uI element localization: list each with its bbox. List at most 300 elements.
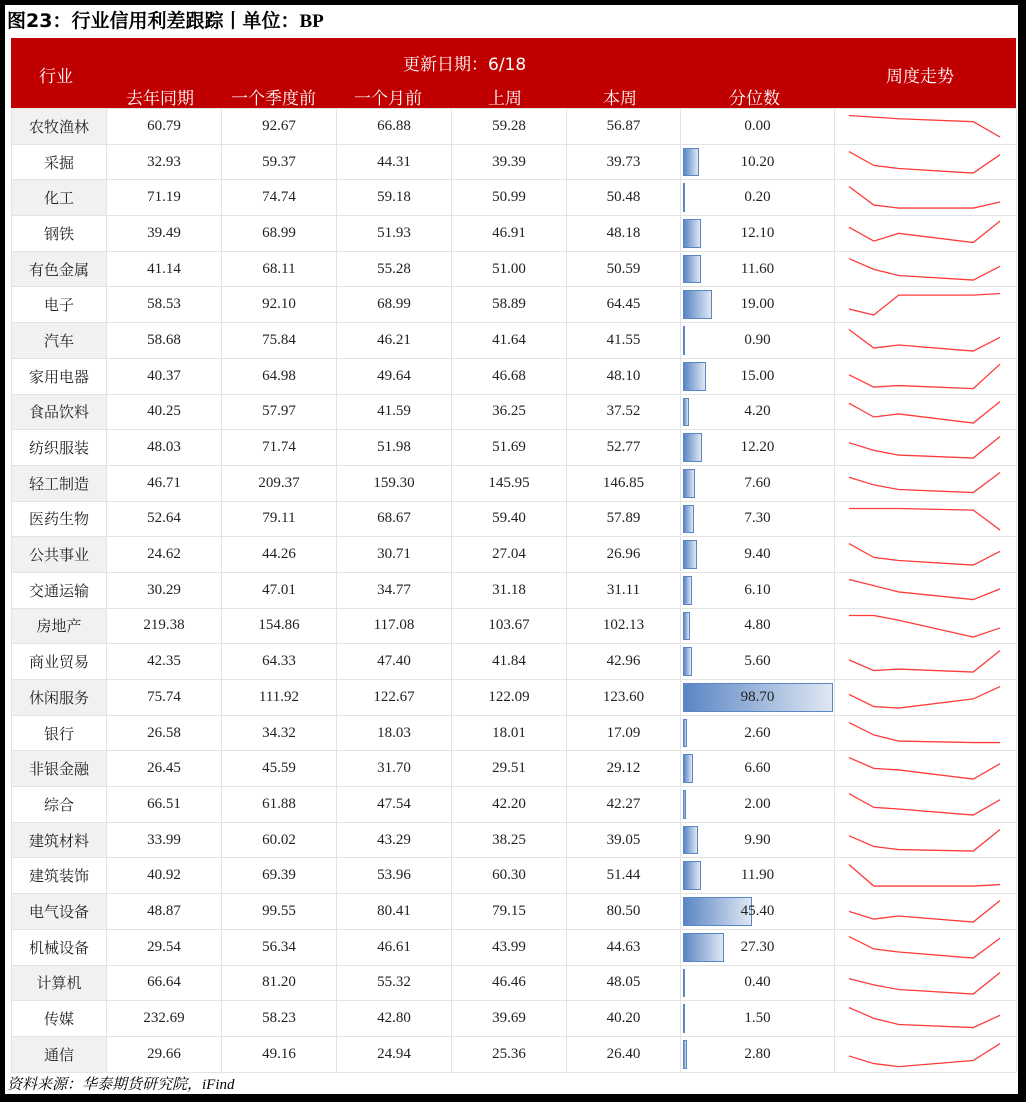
cell-percentile	[681, 251, 835, 287]
cell-sparkline	[835, 858, 1017, 894]
cell-sparkline	[835, 394, 1017, 430]
trend-sparkline-icon	[835, 430, 1016, 465]
percentile-value: 19.00	[740, 296, 775, 313]
percentile-data-bar	[683, 612, 690, 641]
cell-last-year: 58.53	[107, 287, 222, 323]
cell-last-week: 36.25	[452, 394, 567, 430]
cell-quarter-ago: 74.74	[222, 180, 337, 216]
cell-percentile	[681, 787, 835, 823]
cell-this-week: 37.52	[567, 394, 681, 430]
cell-percentile	[681, 394, 835, 430]
cell-quarter-ago: 75.84	[222, 323, 337, 359]
cell-percentile	[681, 929, 835, 965]
cell-last-week: 43.99	[452, 929, 567, 965]
percentile-data-bar	[683, 1004, 685, 1033]
industry-label: 钢铁	[12, 216, 107, 252]
table-row	[12, 929, 1017, 965]
cell-month-ago: 43.29	[337, 822, 452, 858]
cell-sparkline	[835, 1001, 1017, 1037]
cell-last-year: 58.68	[107, 323, 222, 359]
trend-sparkline-icon	[835, 466, 1016, 501]
industry-label: 化工	[12, 180, 107, 216]
percentile-value: 12.20	[740, 439, 775, 456]
percentile-data-bar	[683, 861, 701, 890]
percentile-value: 12.10	[740, 224, 775, 241]
cell-month-ago: 66.88	[337, 109, 452, 145]
cell-last-year: 219.38	[107, 608, 222, 644]
cell-last-week: 59.40	[452, 501, 567, 537]
trend-sparkline-icon	[835, 216, 1016, 251]
cell-last-year: 33.99	[107, 822, 222, 858]
industry-label: 家用电器	[12, 358, 107, 394]
cell-sparkline	[835, 323, 1017, 359]
percentile-value: 0.20	[744, 189, 771, 206]
cell-this-week: 48.10	[567, 358, 681, 394]
percentile-value: 98.70	[740, 688, 775, 705]
cell-percentile	[681, 537, 835, 573]
cell-month-ago: 68.99	[337, 287, 452, 323]
percentile-value: 11.90	[740, 867, 775, 884]
cell-quarter-ago: 58.23	[222, 1001, 337, 1037]
industry-label: 食品饮料	[12, 394, 107, 430]
table-row	[12, 251, 1017, 287]
cell-sparkline	[835, 287, 1017, 323]
industry-label: 交通运输	[12, 572, 107, 608]
cell-month-ago: 46.61	[337, 929, 452, 965]
cell-last-year: 39.49	[107, 216, 222, 252]
cell-last-year: 26.45	[107, 751, 222, 787]
cell-this-week: 146.85	[567, 465, 681, 501]
cell-this-week: 44.63	[567, 929, 681, 965]
cell-quarter-ago: 99.55	[222, 894, 337, 930]
cell-last-week: 46.91	[452, 216, 567, 252]
cell-percentile	[681, 572, 835, 608]
cell-month-ago: 49.64	[337, 358, 452, 394]
percentile-value: 2.80	[744, 1045, 771, 1062]
cell-quarter-ago: 61.88	[222, 787, 337, 823]
cell-month-ago: 34.77	[337, 572, 452, 608]
percentile-data-bar	[683, 148, 699, 177]
cell-month-ago: 59.18	[337, 180, 452, 216]
cell-month-ago: 159.30	[337, 465, 452, 501]
industry-label: 电气设备	[12, 894, 107, 930]
percentile-value: 9.40	[744, 546, 771, 563]
header-col-this-week: 本周	[603, 89, 637, 109]
cell-percentile	[681, 430, 835, 466]
industry-label: 电子	[12, 287, 107, 323]
industry-label: 非银金融	[12, 751, 107, 787]
cell-month-ago: 31.70	[337, 751, 452, 787]
cell-sparkline	[835, 929, 1017, 965]
percentile-value: 27.30	[740, 938, 775, 955]
cell-percentile	[681, 715, 835, 751]
cell-last-week: 39.39	[452, 144, 567, 180]
cell-quarter-ago: 92.67	[222, 109, 337, 145]
cell-percentile	[681, 608, 835, 644]
cell-percentile	[681, 1001, 835, 1037]
cell-last-year: 71.19	[107, 180, 222, 216]
percentile-value: 0.00	[744, 117, 771, 134]
trend-sparkline-icon	[835, 502, 1016, 537]
cell-this-week: 56.87	[567, 109, 681, 145]
cell-month-ago: 55.32	[337, 965, 452, 1001]
header-weekly-trend: 周度走势	[886, 67, 954, 87]
percentile-data-bar	[683, 719, 687, 748]
percentile-value: 2.60	[744, 724, 771, 741]
cell-percentile	[681, 109, 835, 145]
figure-frame	[5, 5, 1018, 1094]
cell-last-week: 38.25	[452, 822, 567, 858]
percentile-data-bar	[683, 505, 694, 534]
trend-sparkline-icon	[835, 1001, 1016, 1036]
percentile-data-bar	[683, 183, 685, 212]
trend-sparkline-icon	[835, 287, 1016, 322]
cell-last-week: 79.15	[452, 894, 567, 930]
cell-last-year: 40.37	[107, 358, 222, 394]
table-row	[12, 572, 1017, 608]
percentile-data-bar	[683, 933, 724, 962]
industry-label: 农牧渔林	[12, 109, 107, 145]
trend-sparkline-icon	[835, 573, 1016, 608]
table-row	[12, 644, 1017, 680]
industry-label: 通信	[12, 1036, 107, 1072]
table-row	[12, 216, 1017, 252]
table-row	[12, 358, 1017, 394]
cell-quarter-ago: 81.20	[222, 965, 337, 1001]
cell-last-week: 58.89	[452, 287, 567, 323]
cell-quarter-ago: 59.37	[222, 144, 337, 180]
cell-last-week: 50.99	[452, 180, 567, 216]
cell-last-week: 51.00	[452, 251, 567, 287]
percentile-data-bar	[683, 326, 685, 355]
table-row	[12, 1001, 1017, 1037]
percentile-data-bar	[683, 255, 701, 284]
industry-label: 轻工制造	[12, 465, 107, 501]
cell-last-week: 42.20	[452, 787, 567, 823]
cell-sparkline	[835, 251, 1017, 287]
percentile-data-bar	[683, 969, 685, 998]
cell-sparkline	[835, 180, 1017, 216]
percentile-data-bar	[683, 219, 701, 248]
trend-sparkline-icon	[835, 823, 1016, 858]
industry-label: 休闲服务	[12, 680, 107, 716]
cell-quarter-ago: 57.97	[222, 394, 337, 430]
percentile-data-bar	[683, 754, 693, 783]
cell-month-ago: 18.03	[337, 715, 452, 751]
cell-sparkline	[835, 109, 1017, 145]
trend-sparkline-icon	[835, 644, 1016, 679]
cell-last-week: 18.01	[452, 715, 567, 751]
trend-sparkline-icon	[835, 252, 1016, 287]
cell-last-year: 66.64	[107, 965, 222, 1001]
industry-label: 医药生物	[12, 501, 107, 537]
cell-quarter-ago: 154.86	[222, 608, 337, 644]
cell-last-week: 25.36	[452, 1036, 567, 1072]
cell-last-year: 32.93	[107, 144, 222, 180]
header-col-last-year: 去年同期	[126, 89, 194, 109]
cell-last-year: 60.79	[107, 109, 222, 145]
percentile-value: 0.40	[744, 974, 771, 991]
trend-sparkline-icon	[835, 609, 1016, 644]
cell-this-week: 50.59	[567, 251, 681, 287]
cell-percentile	[681, 1036, 835, 1072]
cell-sparkline	[835, 572, 1017, 608]
table-row	[12, 537, 1017, 573]
header-col-last-week: 上周	[488, 89, 522, 109]
cell-last-week: 103.67	[452, 608, 567, 644]
percentile-value: 5.60	[744, 653, 771, 670]
header-col-percentile: 分位数	[729, 89, 780, 109]
cell-month-ago: 46.21	[337, 323, 452, 359]
cell-month-ago: 80.41	[337, 894, 452, 930]
header-col-month-ago: 一个月前	[354, 89, 422, 109]
cell-this-week: 64.45	[567, 287, 681, 323]
cell-quarter-ago: 44.26	[222, 537, 337, 573]
cell-this-week: 31.11	[567, 572, 681, 608]
percentile-data-bar	[683, 790, 686, 819]
table-row	[12, 680, 1017, 716]
percentile-value: 6.60	[744, 760, 771, 777]
cell-quarter-ago: 47.01	[222, 572, 337, 608]
cell-quarter-ago: 34.32	[222, 715, 337, 751]
cell-this-week: 48.05	[567, 965, 681, 1001]
cell-this-week: 26.96	[567, 537, 681, 573]
cell-sparkline	[835, 965, 1017, 1001]
cell-this-week: 42.27	[567, 787, 681, 823]
cell-last-year: 40.92	[107, 858, 222, 894]
cell-percentile	[681, 894, 835, 930]
cell-last-week: 41.64	[452, 323, 567, 359]
cell-last-year: 26.58	[107, 715, 222, 751]
trend-sparkline-icon	[835, 894, 1016, 929]
cell-this-week: 51.44	[567, 858, 681, 894]
cell-last-week: 46.46	[452, 965, 567, 1001]
trend-sparkline-icon	[835, 537, 1016, 572]
cell-percentile	[681, 680, 835, 716]
cell-last-week: 29.51	[452, 751, 567, 787]
cell-last-week: 27.04	[452, 537, 567, 573]
cell-quarter-ago: 60.02	[222, 822, 337, 858]
cell-last-year: 66.51	[107, 787, 222, 823]
trend-sparkline-icon	[835, 359, 1016, 394]
table-row	[12, 180, 1017, 216]
table-row	[12, 1036, 1017, 1072]
cell-this-week: 26.40	[567, 1036, 681, 1072]
cell-last-year: 46.71	[107, 465, 222, 501]
cell-sparkline	[835, 430, 1017, 466]
cell-last-week: 46.68	[452, 358, 567, 394]
cell-last-year: 41.14	[107, 251, 222, 287]
cell-this-week: 17.09	[567, 715, 681, 751]
percentile-value: 1.50	[744, 1010, 771, 1027]
cell-this-week: 41.55	[567, 323, 681, 359]
cell-last-week: 51.69	[452, 430, 567, 466]
cell-last-week: 41.84	[452, 644, 567, 680]
table-row	[12, 430, 1017, 466]
cell-sparkline	[835, 465, 1017, 501]
cell-percentile	[681, 822, 835, 858]
trend-sparkline-icon	[835, 858, 1016, 893]
cell-quarter-ago: 49.16	[222, 1036, 337, 1072]
industry-label: 有色金属	[12, 251, 107, 287]
cell-sparkline	[835, 537, 1017, 573]
cell-this-week: 42.96	[567, 644, 681, 680]
cell-quarter-ago: 68.11	[222, 251, 337, 287]
percentile-value: 4.80	[744, 617, 771, 634]
cell-month-ago: 44.31	[337, 144, 452, 180]
cell-sparkline	[835, 715, 1017, 751]
cell-sparkline	[835, 144, 1017, 180]
cell-percentile	[681, 858, 835, 894]
table-row	[12, 858, 1017, 894]
cell-month-ago: 122.67	[337, 680, 452, 716]
cell-last-week: 59.28	[452, 109, 567, 145]
industry-label: 建筑材料	[12, 822, 107, 858]
cell-quarter-ago: 56.34	[222, 929, 337, 965]
cell-sparkline	[835, 501, 1017, 537]
spread-table	[11, 108, 1017, 1073]
cell-quarter-ago: 111.92	[222, 680, 337, 716]
table-row	[12, 751, 1017, 787]
percentile-value: 2.00	[744, 795, 771, 812]
table-row	[12, 608, 1017, 644]
cell-percentile	[681, 501, 835, 537]
trend-sparkline-icon	[835, 180, 1016, 215]
industry-label: 传媒	[12, 1001, 107, 1037]
cell-last-week: 122.09	[452, 680, 567, 716]
cell-last-year: 29.66	[107, 1036, 222, 1072]
industry-label: 纺织服装	[12, 430, 107, 466]
cell-this-week: 29.12	[567, 751, 681, 787]
cell-last-week: 145.95	[452, 465, 567, 501]
cell-month-ago: 68.67	[337, 501, 452, 537]
table-row	[12, 394, 1017, 430]
cell-month-ago: 55.28	[337, 251, 452, 287]
cell-sparkline	[835, 751, 1017, 787]
cell-percentile	[681, 644, 835, 680]
cell-this-week: 48.18	[567, 216, 681, 252]
table-row	[12, 822, 1017, 858]
cell-month-ago: 53.96	[337, 858, 452, 894]
industry-label: 计算机	[12, 965, 107, 1001]
cell-quarter-ago: 92.10	[222, 287, 337, 323]
trend-sparkline-icon	[835, 930, 1016, 965]
figure-title	[7, 7, 324, 36]
cell-this-week: 123.60	[567, 680, 681, 716]
cell-this-week: 40.20	[567, 1001, 681, 1037]
trend-sparkline-icon	[835, 323, 1016, 358]
cell-quarter-ago: 209.37	[222, 465, 337, 501]
percentile-data-bar	[683, 647, 692, 676]
percentile-data-bar	[683, 1040, 687, 1069]
percentile-data-bar	[683, 362, 706, 391]
header-industry: 行业	[39, 67, 73, 87]
cell-last-year: 42.35	[107, 644, 222, 680]
cell-month-ago: 47.40	[337, 644, 452, 680]
percentile-data-bar	[683, 576, 692, 605]
percentile-value: 4.20	[744, 403, 771, 420]
industry-label: 机械设备	[12, 929, 107, 965]
cell-this-week: 39.05	[567, 822, 681, 858]
table-row	[12, 465, 1017, 501]
table-header	[11, 38, 1016, 108]
cell-month-ago: 117.08	[337, 608, 452, 644]
cell-quarter-ago: 71.74	[222, 430, 337, 466]
percentile-value: 0.90	[744, 331, 771, 348]
cell-quarter-ago: 79.11	[222, 501, 337, 537]
cell-percentile	[681, 216, 835, 252]
trend-sparkline-icon	[835, 395, 1016, 430]
source-note: 资料来源：华泰期货研究院，iFind	[7, 1077, 235, 1093]
cell-percentile	[681, 144, 835, 180]
cell-sparkline	[835, 358, 1017, 394]
cell-percentile	[681, 751, 835, 787]
industry-label: 银行	[12, 715, 107, 751]
cell-sparkline	[835, 787, 1017, 823]
industry-label: 公共事业	[12, 537, 107, 573]
cell-this-week: 50.48	[567, 180, 681, 216]
cell-sparkline	[835, 680, 1017, 716]
cell-month-ago: 42.80	[337, 1001, 452, 1037]
table-row	[12, 715, 1017, 751]
cell-this-week: 57.89	[567, 501, 681, 537]
table-row	[12, 787, 1017, 823]
trend-sparkline-icon	[835, 751, 1016, 786]
percentile-value: 15.00	[740, 367, 775, 384]
cell-last-year: 48.03	[107, 430, 222, 466]
cell-month-ago: 41.59	[337, 394, 452, 430]
cell-last-year: 232.69	[107, 1001, 222, 1037]
title-unit: BP	[299, 11, 324, 32]
cell-quarter-ago: 64.98	[222, 358, 337, 394]
cell-month-ago: 51.98	[337, 430, 452, 466]
cell-quarter-ago: 45.59	[222, 751, 337, 787]
cell-sparkline	[835, 644, 1017, 680]
percentile-data-bar	[683, 398, 689, 427]
percentile-data-bar	[683, 826, 698, 855]
industry-label: 综合	[12, 787, 107, 823]
cell-last-week: 60.30	[452, 858, 567, 894]
table-row	[12, 109, 1017, 145]
cell-last-week: 39.69	[452, 1001, 567, 1037]
cell-percentile	[681, 323, 835, 359]
cell-this-week: 39.73	[567, 144, 681, 180]
title-text: 图23：行业信用利差跟踪丨单位：	[7, 10, 300, 32]
cell-sparkline	[835, 1036, 1017, 1072]
cell-percentile	[681, 287, 835, 323]
cell-last-year: 40.25	[107, 394, 222, 430]
industry-label: 房地产	[12, 608, 107, 644]
cell-percentile	[681, 465, 835, 501]
percentile-data-bar	[683, 540, 697, 569]
cell-percentile	[681, 965, 835, 1001]
cell-percentile	[681, 358, 835, 394]
table-row	[12, 965, 1017, 1001]
trend-sparkline-icon	[835, 145, 1016, 180]
cell-sparkline	[835, 822, 1017, 858]
trend-sparkline-icon	[835, 680, 1016, 715]
cell-quarter-ago: 64.33	[222, 644, 337, 680]
cell-quarter-ago: 69.39	[222, 858, 337, 894]
percentile-value: 11.60	[740, 260, 775, 277]
industry-label: 建筑装饰	[12, 858, 107, 894]
cell-month-ago: 47.54	[337, 787, 452, 823]
trend-sparkline-icon	[835, 109, 1016, 144]
industry-label: 商业贸易	[12, 644, 107, 680]
cell-sparkline	[835, 608, 1017, 644]
percentile-value: 7.30	[744, 510, 771, 527]
cell-last-year: 24.62	[107, 537, 222, 573]
